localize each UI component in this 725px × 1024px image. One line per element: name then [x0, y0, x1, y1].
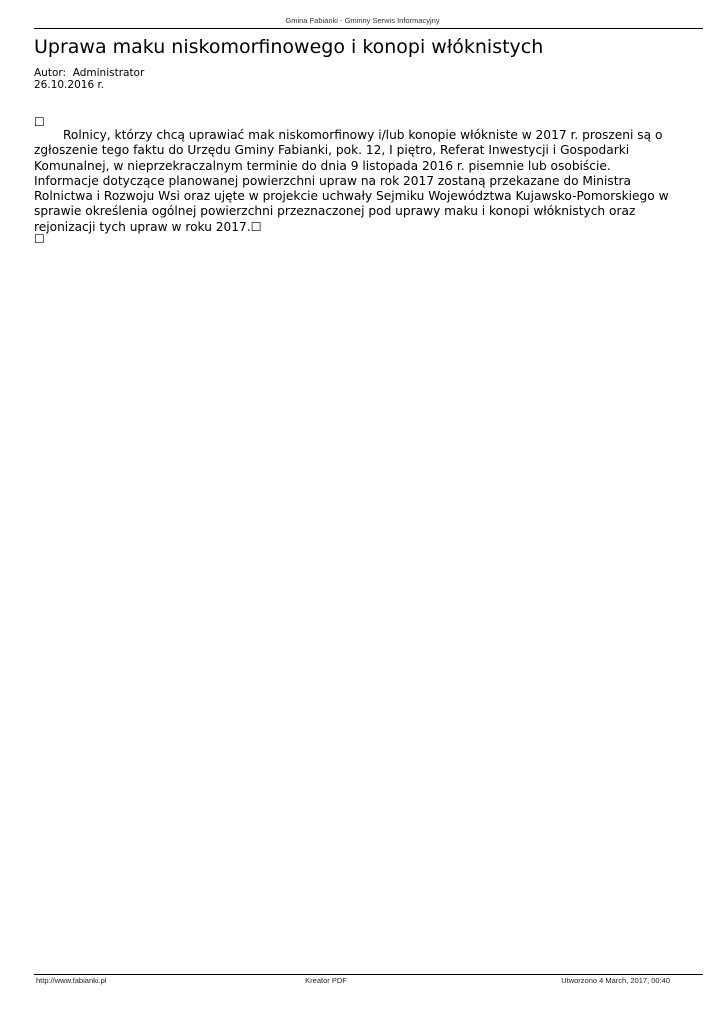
body-line: sprawie określenia ogólnej powierzchni przeznaczonej pod uprawy maku i konopi włóknistych oraz	[34, 204, 636, 219]
article-author: Autor: Administrator	[34, 67, 145, 79]
body-line: Rolnicy, którzy chcą uprawiać mak niskomorfinowy i/lub konopie włókniste w 2017 r. proszeni są o	[63, 128, 663, 142]
footer-url-link[interactable]: http://www.fabianki.pl	[36, 976, 107, 985]
header-divider	[34, 28, 703, 29]
footer-generator: Kreator PDF	[305, 976, 347, 985]
placeholder-box-icon: ☐	[34, 115, 45, 129]
body-line: zgłoszenie tego faktu do Urzędu Gminy Fabianki, pok. 12, I piętro, Referat Inwestycji i Gospodarki	[34, 143, 630, 158]
article-body	[34, 128, 694, 235]
article-date: 26.10.2016 r.	[34, 79, 105, 91]
body-line: Komunalnej, w nieprzekraczalnym terminie do dnia 9 listopada 2016 r. pisemnie lub osobiście.	[34, 158, 611, 173]
article-title: Uprawa maku niskomorfinowego i konopi włóknistych	[34, 36, 544, 58]
footer-divider	[34, 974, 703, 975]
site-header-title: Gmina Fabianki - Gminny Serwis Informacyjny	[285, 16, 440, 25]
body-line: Rolnictwa i Rozwoju Wsi oraz ujęte w projekcie uchwały Sejmiku Województwa Kujawsko-Pomorskiego w	[34, 189, 669, 204]
footer-created-date: Utworzono 4 March, 2017, 00:40	[561, 976, 670, 985]
body-line: Informacje dotyczące planowanej powierzchni upraw na rok 2017 zostaną przekazane do Ministra	[34, 173, 632, 188]
body-line: rejonizacji tych upraw w roku 2017.☐	[34, 219, 262, 234]
placeholder-box-icon: ☐	[34, 232, 45, 246]
